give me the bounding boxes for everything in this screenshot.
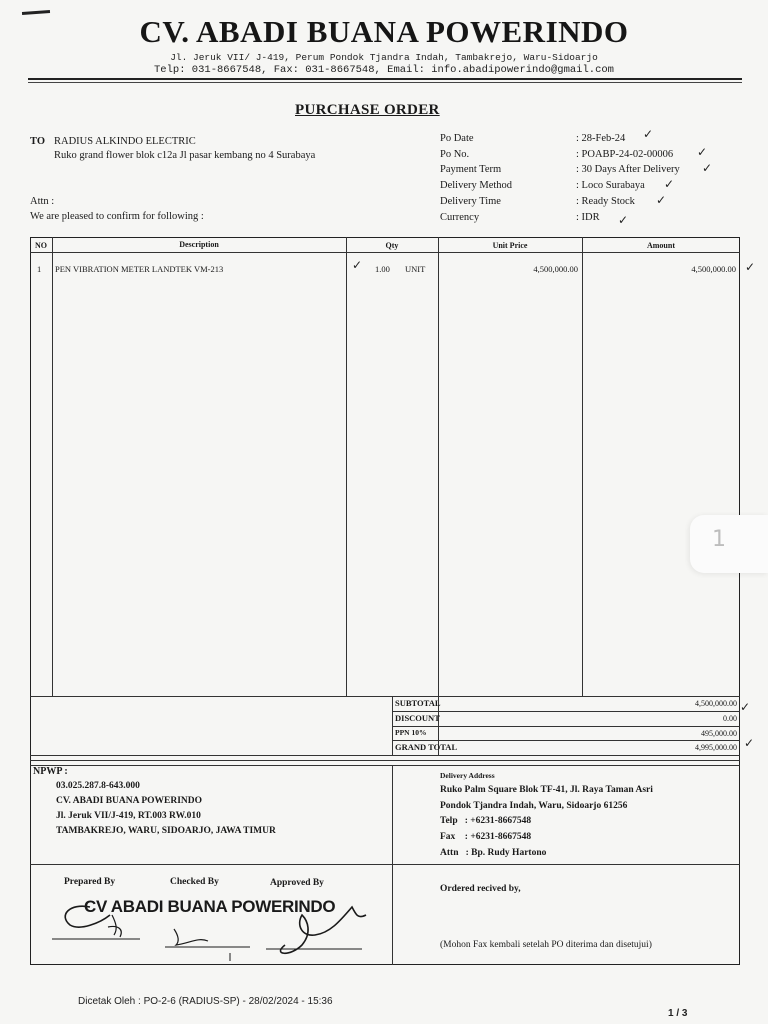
row-description: PEN VIBRATION METER LANDTEK VM-213: [55, 264, 224, 274]
to-label: TO: [30, 136, 45, 147]
col-rule: [438, 237, 439, 696]
po-no-value: : POABP-24-02-00006: [576, 149, 674, 160]
page-number: 1 / 3: [668, 1008, 688, 1019]
checked-by-label: Checked By: [170, 877, 219, 887]
po-date-value: : 28-Feb-24: [576, 133, 626, 144]
check-mark-icon: ✓: [702, 161, 713, 175]
delivery-telp: Telp : +6231-8667548: [440, 816, 532, 826]
prepared-by-label: Prepared By: [64, 877, 116, 887]
section-rule: [30, 760, 740, 761]
check-mark-icon: ✓: [740, 700, 751, 714]
col-rule: [346, 237, 347, 696]
confirm-text: We are pleased to confirm for following :: [30, 211, 204, 222]
company-contact: Telp: 031-8667548, Fax: 031-8667548, Email: info.abadipowerindo@gmail.com: [154, 64, 614, 76]
col-rule: [52, 237, 53, 696]
discount-row: [392, 712, 740, 726]
delivery-fax: Fax : +6231-8667548: [440, 832, 532, 842]
document-title: PURCHASE ORDER: [295, 102, 440, 118]
company-stamp: CV ABADI BUANA POWERINDO: [84, 897, 336, 916]
check-mark-icon: ✓: [352, 258, 363, 272]
check-mark-icon: ✓: [744, 736, 755, 750]
npwp-city: TAMBAKREJO, WARU, SIDOARJO, JAWA TIMUR: [56, 826, 276, 836]
header-unit-price: Unit Price: [492, 241, 528, 250]
table-header-rule: [30, 252, 740, 253]
delivery-method-label: Delivery Method: [440, 180, 513, 191]
company-address: Jl. Jeruk VII/ J-419, Perum Pondok Tjandra Indah, Tambakrejo, Waru-Sidoarjo: [170, 52, 598, 63]
header-description: Description: [179, 240, 219, 249]
discount-value: 0.00: [723, 714, 737, 723]
fax-return-note: (Mohon Fax kembali setelah PO diterima dan disetujui): [440, 940, 652, 950]
npwp-label: NPWP :: [33, 766, 68, 777]
check-mark-icon: ✓: [697, 145, 708, 159]
check-mark-icon: ✓: [643, 127, 654, 141]
check-mark-icon: ✓: [664, 177, 675, 191]
subtotal-value: 4,500,000.00: [695, 699, 737, 708]
subtotal-label: SUBTOTAL: [395, 698, 441, 708]
header-qty: Qty: [385, 241, 399, 250]
header-amount: Amount: [646, 241, 675, 250]
payment-term-value: : 30 Days After Delivery: [576, 164, 680, 175]
delivery-address-label: Delivery Address: [440, 771, 495, 780]
approved-by-label: Approved By: [270, 878, 324, 888]
section-rule: [30, 765, 740, 766]
grand-total-label: GRAND TOTAL: [395, 742, 458, 752]
ordered-received-label: Ordered recived by,: [440, 884, 521, 894]
supplier-address: Ruko grand flower blok c12a Jl pasar kembang no 4 Surabaya: [54, 150, 316, 161]
header-rule: [28, 78, 742, 80]
delivery-method-value: : Loco Surabaya: [576, 180, 645, 191]
delivery-line2: Pondok Tjandra Indah, Waru, Sidoarjo 61256: [440, 801, 628, 811]
totals-bottom-rule: [30, 755, 740, 756]
payment-term-label: Payment Term: [440, 164, 502, 175]
section-rule: [30, 864, 740, 865]
npwp-company: CV. ABADI BUANA POWERINDO: [56, 796, 203, 806]
row-unit-price: 4,500,000.00: [533, 264, 578, 274]
row-unit: UNIT: [405, 264, 426, 274]
tax-row: [392, 727, 740, 741]
signature-scribbles: [40, 885, 380, 965]
supplier-name: RADIUS ALKINDO ELECTRIC: [54, 136, 196, 147]
delivery-line1: Ruko Palm Square Blok TF-41, Jl. Raya Taman Asri: [440, 785, 653, 795]
section-divider: [392, 765, 393, 965]
row-qty: 1.00: [375, 264, 390, 274]
header-no: NO: [35, 241, 47, 250]
currency-label: Currency: [440, 212, 480, 223]
delivery-time-value: : Ready Stock: [576, 196, 635, 207]
grand-total-row: [392, 741, 740, 755]
row-no: 1: [37, 264, 42, 274]
npwp-street: Jl. Jeruk VII/J-419, RT.003 RW.010: [56, 811, 201, 821]
row-amount: 4,500,000.00: [691, 264, 736, 274]
order-table: [30, 237, 740, 965]
col-rule: [582, 237, 583, 696]
tax-label: PPN 10%: [395, 728, 427, 737]
currency-value: : IDR: [576, 212, 600, 223]
subtotal-row: [392, 697, 740, 711]
check-mark-icon: ✓: [618, 213, 629, 227]
tax-value: 495,000.00: [701, 729, 737, 738]
discount-label: DISCOUNT: [395, 713, 440, 723]
company-name: CV. ABADI BUANA POWERINDO: [139, 14, 629, 49]
attn-label: Attn :: [30, 196, 55, 207]
check-mark-icon: ✓: [745, 260, 756, 274]
po-no-label: Po No.: [440, 149, 470, 160]
grand-total-value: 4,995,000.00: [695, 743, 737, 752]
check-mark-icon: ✓: [656, 193, 667, 207]
delivery-time-label: Delivery Time: [440, 196, 501, 207]
npwp-number: 03.025.287.8-643.000: [56, 781, 140, 791]
header-rule-thin: [28, 82, 742, 83]
delivery-attn: Attn : Bp. Rudy Hartono: [440, 848, 547, 858]
print-info: Dicetak Oleh : PO-2-6 (RADIUS-SP) - 28/02/2024 - 15:36: [78, 996, 333, 1007]
page-indicator-number: 1: [712, 527, 726, 552]
page-indicator[interactable]: [690, 515, 768, 573]
po-date-label: Po Date: [440, 133, 474, 144]
